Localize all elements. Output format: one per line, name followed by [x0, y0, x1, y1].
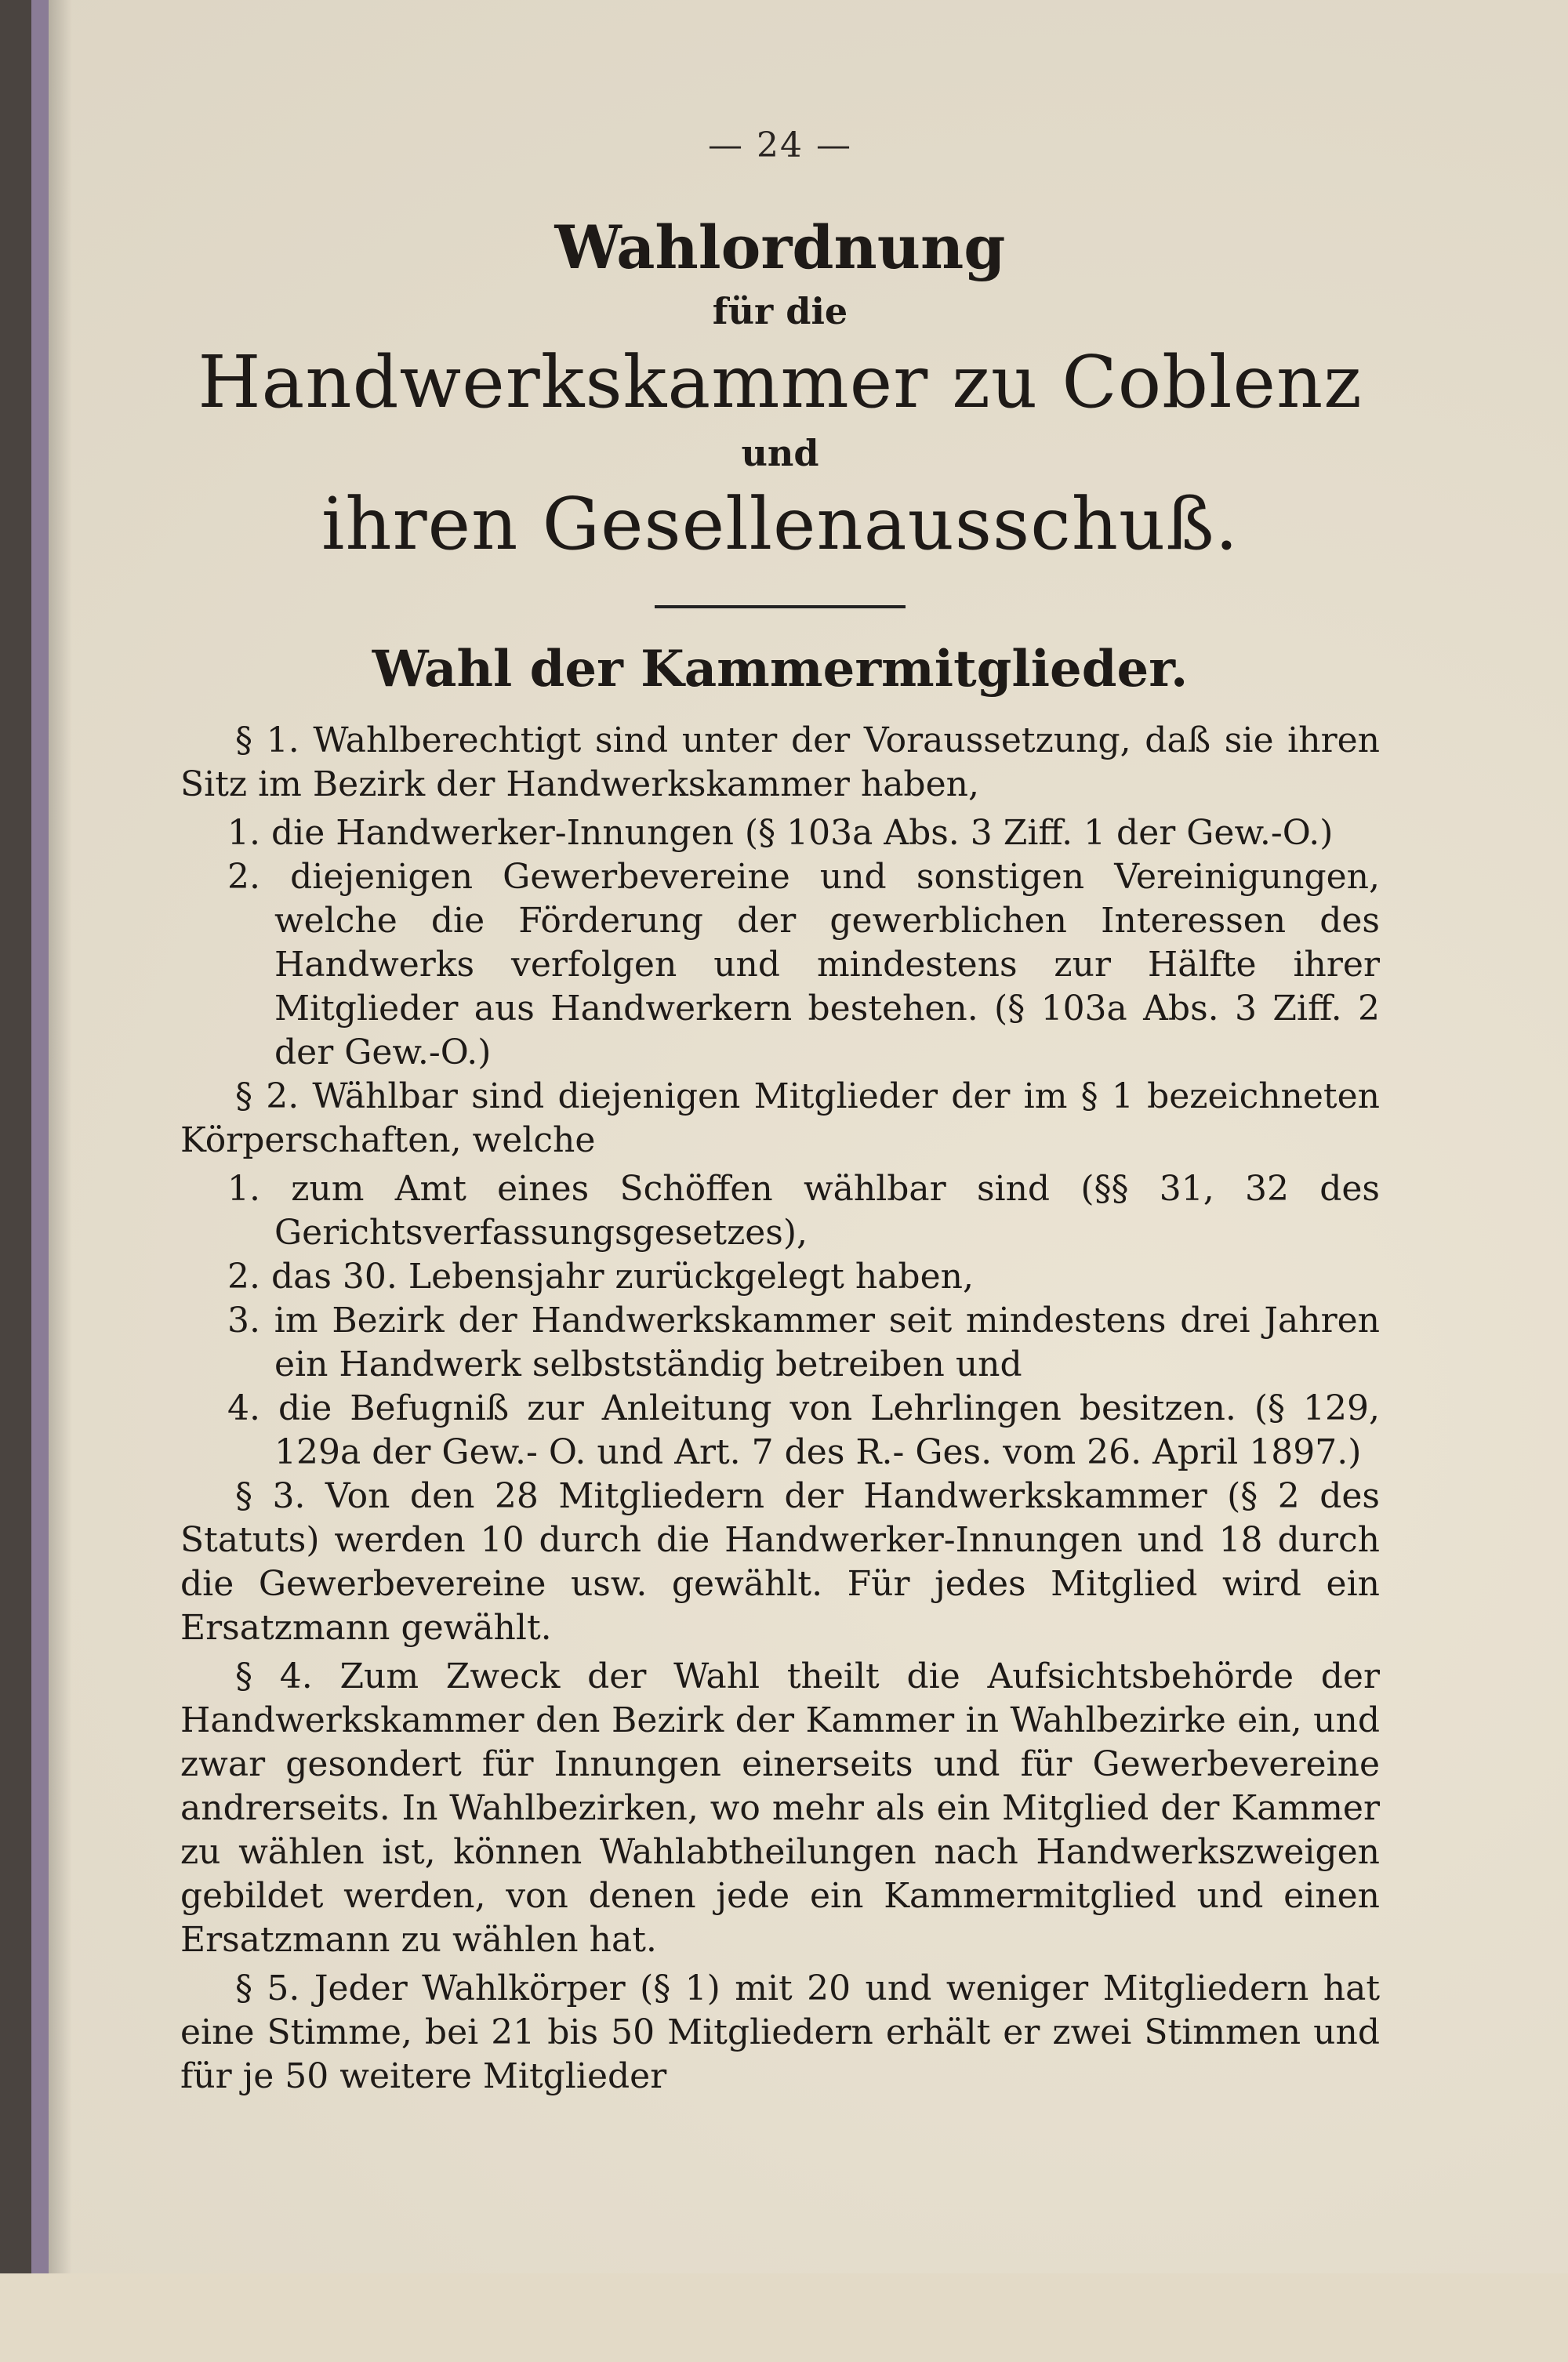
- title-und: und: [741, 432, 819, 474]
- paragraph-1-text: Wahlberechtigt sind unter der Voraussetzung, daß sie ihren Sitz im Bezirk der Handwerkskammer haben,: [180, 720, 1381, 804]
- paragraph-4-text: Zum Zweck der Wahl theilt die Aufsichtsbehörde der Handwerkskammer den Bezirk der Kammer in Wahlbezirke ein, und zwar gesondert für Innungen einerseits und für Gewerbevereine andrerseits. In Wahlbezirken, wo mehr als ein Mitglied der Kammer zu wählen ist, können Wahlabtheilungen nach Handwerkszweigen gebildet werden, von denen jede ein Kammermitglied und einen Ersatzmann zu wählen hat.: [180, 1656, 1380, 1960]
- paragraph-2: [180, 1075, 1380, 1163]
- page-content: [180, 125, 1380, 2103]
- title-wahlordnung: Wahlordnung: [554, 212, 1006, 282]
- paragraph-1-item-2: 2. diejenigen Gewerbevereine und sonstigen Vereinigungen, welche die Förderung der gewerblichen Interessen des Handwerks verfolgen und mindestens zur Hälfte ihrer Mitglieder aus Handwerkern bestehen. (§ 103a Abs. 3 Ziff. 2 der Gew.-O.): [227, 857, 1380, 1072]
- paragraph-1-item-1: 1. die Handwerker-Innungen (§ 103a Abs. 3 Ziff. 1 der Gew.-O.): [227, 813, 1334, 853]
- page-bottom-margin: [0, 2273, 1568, 2362]
- paragraph-2-label: § 2.: [235, 1076, 299, 1116]
- title-gesellenausschuss: ihren Gesellenausschuß.: [321, 482, 1239, 566]
- page-number: — 24 —: [708, 125, 852, 165]
- paragraph-5-text: Jeder Wahlkörper (§ 1) mit 20 und weniger Mitgliedern hat eine Stimme, bei 21 bis 50 Mitgliedern erhält er zwei Stimmen und für je 50 weitere Mitglieder: [180, 1968, 1380, 2096]
- paragraph-4-label: § 4.: [235, 1656, 313, 1696]
- paragraph-4: [180, 1655, 1380, 1962]
- paragraph-5: [180, 1967, 1380, 2099]
- paragraph-2-text: Wählbar sind diejenigen Mitglieder der im § 1 bezeichneten Körperschaften, welche: [180, 1076, 1380, 1160]
- paragraph-3: [180, 1475, 1380, 1650]
- paragraph-2-item-3: 3. im Bezirk der Handwerkskammer seit mindestens drei Jahren ein Handwerk selbstständig betreiben und: [227, 1301, 1380, 1384]
- page-gutter-shadow: [49, 0, 72, 2362]
- paragraph-3-label: § 3.: [235, 1476, 306, 1516]
- paragraph-2-item-1: 1. zum Amt eines Schöffen wählbar sind (§§ 31, 32 des Gerichtsverfassungsgesetzes),: [227, 1169, 1380, 1253]
- paragraph-1: [180, 719, 1380, 807]
- title-handwerkskammer: Handwerkskammer zu Coblenz: [198, 340, 1363, 424]
- paragraph-3-text: Von den 28 Mitgliedern der Handwerkskammer (§ 2 des Statuts) werden 10 durch die Handwerker-Innungen und 18 durch die Gewerbevereine usw. gewählt. Für jedes Mitglied wird ein Ersatzmann gewählt.: [180, 1476, 1380, 1648]
- paragraph-1-label: § 1.: [235, 720, 299, 760]
- title-divider: [655, 605, 906, 608]
- paragraph-5-label: § 5.: [235, 1968, 300, 2008]
- section-heading: Wahl der Kammermitglieder.: [372, 640, 1189, 698]
- paragraph-2-item-4: 4. die Befugniß zur Anleitung von Lehrlingen besitzen. (§ 129, 129a der Gew.- O. und Art. 7 des R.- Ges. vom 26. April 1897.): [227, 1388, 1380, 1472]
- title-fuer-die: für die: [712, 290, 848, 332]
- paragraph-2-item-2: 2. das 30. Lebensjahr zurückgelegt haben,: [227, 1257, 974, 1297]
